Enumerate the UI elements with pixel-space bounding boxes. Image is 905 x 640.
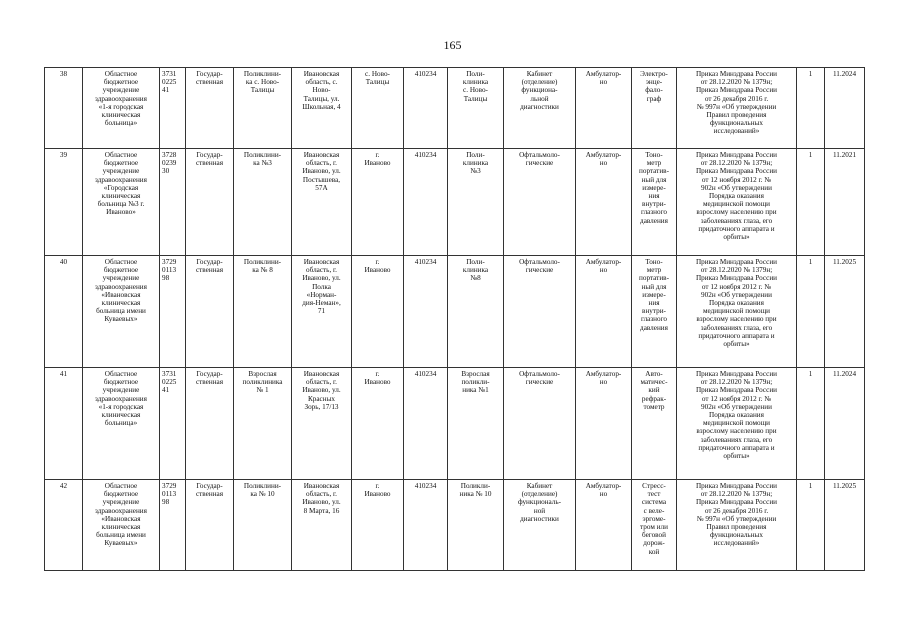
cabinet-type: Офтальмоло- гические: [504, 368, 576, 480]
ownership-form: Государ- ственная: [186, 368, 234, 480]
care-conditions: Амбулатор- но: [576, 149, 632, 256]
row-number: 38: [45, 68, 83, 149]
table-row: [45, 256, 865, 368]
table-row: [45, 368, 865, 480]
organization-code: 3729 0113 98: [160, 480, 186, 571]
settlement: с. Ново- Талицы: [352, 68, 404, 149]
equipment-name: Стресс- тест система с веле- эргоме- тром или беговой дорож- кой: [632, 480, 677, 571]
row-number: 40: [45, 256, 83, 368]
row-number: 41: [45, 368, 83, 480]
organization-name: Областное бюджетное учреждение здравоохранения «1-я городская клиническая больница»: [83, 68, 160, 149]
organization-name: Областное бюджетное учреждение здравоохранения «1-я городская клиническая больница»: [83, 368, 160, 480]
organization-code: 3731 0225 41: [160, 368, 186, 480]
structural-unit: Поли- клиника №8: [448, 256, 504, 368]
care-conditions: Амбулатор- но: [576, 68, 632, 149]
table-row: [45, 480, 865, 571]
structural-unit: Взрослая поликли- ника №1: [448, 368, 504, 480]
delivery-date: 11.2025: [825, 256, 865, 368]
ownership-form: Государ- ственная: [186, 68, 234, 149]
postal-code: 410234: [404, 149, 448, 256]
subdivision-address: Ивановская область, г. Иваново, ул. Постышева, 57А: [292, 149, 352, 256]
quantity: 1: [797, 68, 825, 149]
organization-code: 3731 0225 41: [160, 68, 186, 149]
care-conditions: Амбулатор- но: [576, 480, 632, 571]
legal-basis: Приказ Минздрава России от 28.12.2020 № 1379н; Приказ Минздрава России от 12 ноября 2012 г. № 902н «Об утверждении Порядка оказания медицинской помощи взрослому населению при заболеваниях глаза, его придаточного аппарата и орбиты»: [677, 149, 797, 256]
subdivision-name: Поликлини- ка № 8: [234, 256, 292, 368]
equipment-name: Электро- энце- фало- граф: [632, 68, 677, 149]
structural-unit: Поли- клиника №3: [448, 149, 504, 256]
organization-name: Областное бюджетное учреждение здравоохранения «Ивановская клиническая больница имени Куваевых»: [83, 480, 160, 571]
quantity: 1: [797, 368, 825, 480]
subdivision-name: Взрослая поликлиника № 1: [234, 368, 292, 480]
organization-name: Областное бюджетное учреждение здравоохранения «Городская клиническая больница №3 г. Иваново»: [83, 149, 160, 256]
ownership-form: Государ- ственная: [186, 256, 234, 368]
structural-unit: Поликли- ника № 10: [448, 480, 504, 571]
table-row: [45, 149, 865, 256]
legal-basis: Приказ Минздрава России от 28.12.2020 № 1379н; Приказ Минздрава России от 26 декабря 2016 г. № 997н «Об утверждении Правил проведения функциональных исследований»: [677, 480, 797, 571]
page-number: 165: [443, 38, 462, 52]
settlement: г. Иваново: [352, 480, 404, 571]
equipment-registry-table: [44, 67, 865, 571]
organization-code: 3729 0113 98: [160, 256, 186, 368]
legal-basis: Приказ Минздрава России от 28.12.2020 № 1379н; Приказ Минздрава России от 12 ноября 2012 г. № 902н «Об утверждении Порядка оказания медицинской помощи взрослому населению при заболеваниях глаза, его придаточного аппарата и орбиты»: [677, 368, 797, 480]
postal-code: 410234: [404, 68, 448, 149]
ownership-form: Государ- ственная: [186, 149, 234, 256]
cabinet-type: Кабинет (отделение) функциональ- ной диагностики: [504, 480, 576, 571]
legal-basis: Приказ Минздрава России от 28.12.2020 № 1379н; Приказ Минздрава России от 26 декабря 2016 г. № 997н «Об утверждении Правил проведения функциональных исследований»: [677, 68, 797, 149]
structural-unit: Поли- клиника с. Ново- Талицы: [448, 68, 504, 149]
quantity: 1: [797, 480, 825, 571]
quantity: 1: [797, 149, 825, 256]
settlement: г. Иваново: [352, 149, 404, 256]
subdivision-address: Ивановская область, г. Иваново, ул. 8 Марта, 16: [292, 480, 352, 571]
care-conditions: Амбулатор- но: [576, 368, 632, 480]
subdivision-name: Поликлини- ка с. Ново- Талицы: [234, 68, 292, 149]
organization-code: 3728 0239 30: [160, 149, 186, 256]
subdivision-address: Ивановская область, г. Иваново, ул. Полка «Норман- дия-Неман», 71: [292, 256, 352, 368]
postal-code: 410234: [404, 368, 448, 480]
organization-name: Областное бюджетное учреждение здравоохранения «Ивановская клиническая больница имени Куваевых»: [83, 256, 160, 368]
legal-basis: Приказ Минздрава России от 28.12.2020 № 1379н; Приказ Минздрава России от 12 ноября 2012 г. № 902н «Об утверждении Порядка оказания медицинской помощи взрослому населению при заболеваниях глаза, его придаточного аппарата и орбиты»: [677, 256, 797, 368]
care-conditions: Амбулатор- но: [576, 256, 632, 368]
equipment-name: Тоно- метр портатив- ный для измере- ния внутри- глазного давления: [632, 256, 677, 368]
delivery-date: 11.2024: [825, 68, 865, 149]
delivery-date: 11.2025: [825, 480, 865, 571]
postal-code: 410234: [404, 480, 448, 571]
table-row: [45, 68, 865, 149]
settlement: г. Иваново: [352, 368, 404, 480]
subdivision-name: Поликлини- ка № 10: [234, 480, 292, 571]
row-number: 42: [45, 480, 83, 571]
cabinet-type: Офтальмоло- гические: [504, 149, 576, 256]
quantity: 1: [797, 256, 825, 368]
delivery-date: 11.2021: [825, 149, 865, 256]
ownership-form: Государ- ственная: [186, 480, 234, 571]
subdivision-name: Поликлини- ка №3: [234, 149, 292, 256]
postal-code: 410234: [404, 256, 448, 368]
cabinet-type: Кабинет (отделение) функциона- льной диагностики: [504, 68, 576, 149]
subdivision-address: Ивановская область, г. Иваново, ул. Красных Зорь, 17/13: [292, 368, 352, 480]
delivery-date: 11.2024: [825, 368, 865, 480]
subdivision-address: Ивановская область, с. Ново- Талицы, ул. Школьная, 4: [292, 68, 352, 149]
equipment-name: Авто- матичес- кий рефрак- тометр: [632, 368, 677, 480]
cabinet-type: Офтальмоло- гические: [504, 256, 576, 368]
equipment-name: Тоно- метр портатив- ный для измере- ния внутри- глазного давления: [632, 149, 677, 256]
row-number: 39: [45, 149, 83, 256]
settlement: г. Иваново: [352, 256, 404, 368]
